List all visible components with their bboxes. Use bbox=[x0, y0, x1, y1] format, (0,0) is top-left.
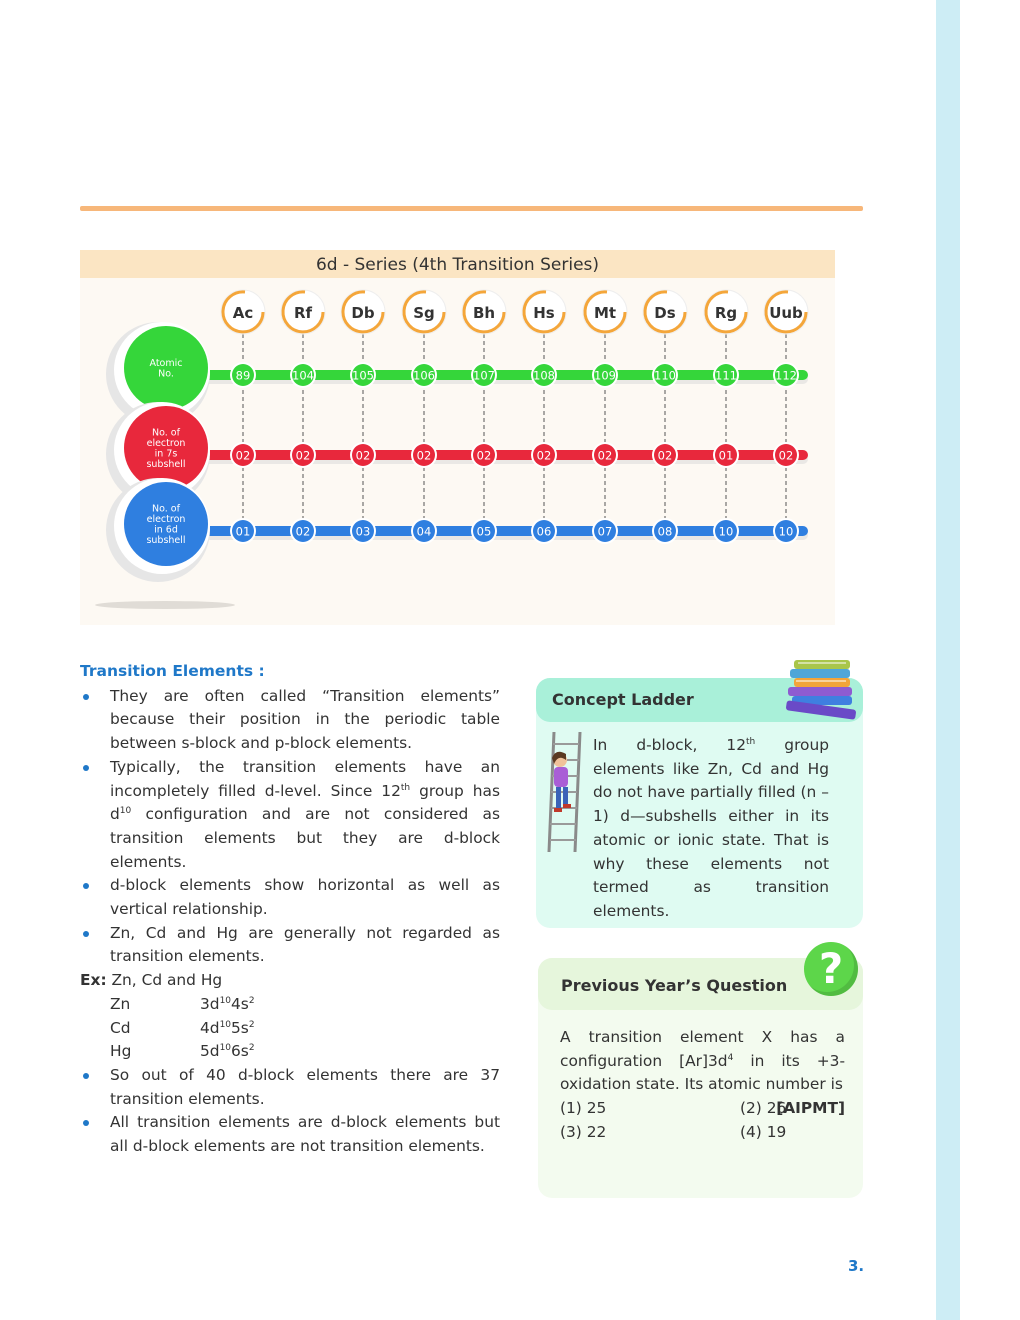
config-row bbox=[80, 1040, 500, 1064]
option: (3) 22 bbox=[560, 1122, 607, 1141]
bullet-item bbox=[80, 1064, 500, 1111]
value-label: 01 bbox=[718, 448, 734, 463]
value-label: 03 bbox=[355, 524, 371, 539]
bullet-text: Zn, Cd and Hg are generally not regarded as transition elements. bbox=[110, 923, 500, 966]
option: (4) 19 bbox=[740, 1122, 787, 1141]
config-row bbox=[80, 993, 500, 1017]
value-label: 04 bbox=[416, 524, 432, 539]
transition-elements-section bbox=[80, 660, 500, 1159]
config-row bbox=[80, 1017, 500, 1041]
option: (1) 25 bbox=[560, 1099, 607, 1118]
row-label-text: in 7s bbox=[154, 448, 178, 460]
example-label: Ex: bbox=[80, 971, 107, 990]
superscript: 10 bbox=[119, 806, 132, 817]
page-number: 3. bbox=[848, 1257, 865, 1275]
bullet-item bbox=[80, 685, 500, 756]
bullet-list bbox=[80, 1064, 500, 1159]
value-label: 105 bbox=[352, 368, 374, 383]
value-label: 107 bbox=[473, 368, 495, 383]
question-text: A transition element X has a configuration $[Ar]3d^4$ in its +3-oxidation state. Its atomic number is [AIPMT] bbox=[560, 1026, 845, 1097]
value-label: 02 bbox=[295, 524, 311, 539]
question-mark-icon: ? bbox=[804, 942, 858, 996]
bullet-text: Typically, the transition elements have an incompletely filled d-level. Since 12 bbox=[110, 757, 500, 800]
value-label: 10 bbox=[718, 524, 734, 539]
top-rule bbox=[80, 206, 863, 211]
side-strip bbox=[936, 0, 960, 1320]
pyq-title: Previous Year’s Question bbox=[561, 976, 788, 995]
row-label-text: electron bbox=[146, 437, 186, 449]
example-line bbox=[80, 969, 500, 993]
girl-on-ladder-icon bbox=[546, 730, 586, 854]
row-label-text: in 6d bbox=[154, 524, 178, 536]
bullet-item bbox=[80, 874, 500, 921]
superscript: th bbox=[400, 782, 411, 793]
config-element: Cd bbox=[110, 1018, 131, 1037]
element-symbol: Ac bbox=[232, 304, 254, 322]
series-title: 6d - Series (4th Transition Series) bbox=[80, 250, 835, 278]
bullet-item bbox=[80, 922, 500, 969]
series-diagram bbox=[80, 250, 835, 625]
row-label-text: subshell bbox=[146, 458, 186, 470]
value-label: 111 bbox=[715, 368, 737, 383]
element-symbol: Sg bbox=[413, 304, 435, 322]
bullet-text: So out of 40 d-block elements there are 37 transition elements. bbox=[110, 1065, 500, 1108]
bullet-item bbox=[80, 1111, 500, 1158]
series-figure bbox=[80, 250, 835, 625]
base-shadow bbox=[95, 601, 235, 609]
value-label: 02 bbox=[597, 448, 613, 463]
value-label: 07 bbox=[597, 524, 613, 539]
element-symbol: Db bbox=[351, 304, 375, 322]
element-symbol: Bh bbox=[472, 304, 496, 322]
bullet-text: group has d bbox=[110, 781, 501, 824]
bullet-text: They are often called “Transition elements” because their position in the periodic table between s-block and p-block elements. bbox=[110, 686, 500, 753]
value-label: 10 bbox=[778, 524, 794, 539]
config-element: Zn bbox=[110, 994, 131, 1013]
config-element: Hg bbox=[110, 1042, 132, 1061]
value-label: 108 bbox=[533, 368, 555, 383]
section-heading: Transition Elements : bbox=[80, 662, 265, 680]
concept-ladder-text: In d-block, 12th group elements like Zn, Cd and Hg do not have partially filled (n – 1) d—subshells either in its atomic or ionic state. That is why these elements not termed as transition elements. bbox=[593, 736, 829, 920]
option: (2) 26 bbox=[740, 1099, 787, 1118]
config-value: $3d^{10}4s^2$ bbox=[200, 994, 255, 1013]
bullet-text: configuration and are not considered as transition elements but they are d-block elements. bbox=[110, 805, 500, 871]
config-value: $5d^{10}6s^2$ bbox=[200, 1042, 255, 1061]
value-label: 106 bbox=[413, 368, 435, 383]
value-label: 104 bbox=[292, 368, 314, 383]
value-label: 89 bbox=[235, 368, 251, 383]
concept-ladder-title: Concept Ladder bbox=[552, 690, 694, 709]
bullet-list bbox=[80, 685, 500, 969]
books-icon bbox=[786, 656, 860, 722]
value-label: 02 bbox=[416, 448, 432, 463]
row-label-text: No. of bbox=[152, 503, 180, 515]
row-label-text: No. of bbox=[152, 427, 180, 439]
element-symbol: Rg bbox=[714, 304, 738, 322]
element-symbol: Hs bbox=[533, 304, 555, 322]
config-value: $4d^{10}5s^2$ bbox=[200, 1018, 255, 1037]
row-label-text: No. bbox=[158, 368, 174, 380]
row-label-text: electron bbox=[146, 513, 186, 525]
bullet-text: All transition elements are d-block elements but all d-block elements are not transition elements. bbox=[110, 1113, 500, 1156]
element-symbol: Uub bbox=[769, 304, 803, 322]
value-label: 02 bbox=[355, 448, 371, 463]
value-label: 110 bbox=[654, 368, 676, 383]
value-label: 112 bbox=[775, 368, 797, 383]
row-label-text: subshell bbox=[146, 534, 186, 546]
example-text: Zn, Cd and Hg bbox=[106, 971, 223, 990]
value-label: 02 bbox=[778, 448, 794, 463]
element-symbol: Ds bbox=[654, 304, 676, 322]
value-label: 109 bbox=[594, 368, 616, 383]
bullet-item bbox=[80, 756, 500, 875]
value-label: 02 bbox=[295, 448, 311, 463]
value-label: 02 bbox=[657, 448, 673, 463]
row-label-text: Atomic bbox=[149, 357, 183, 369]
value-label: 02 bbox=[476, 448, 492, 463]
pyq-question bbox=[560, 1026, 845, 1145]
value-label: 02 bbox=[235, 448, 251, 463]
value-label: 01 bbox=[235, 524, 251, 539]
element-symbol: Rf bbox=[293, 304, 313, 322]
question-source: [AIPMT] bbox=[776, 1099, 845, 1118]
value-label: 06 bbox=[536, 524, 552, 539]
value-label: 08 bbox=[657, 524, 673, 539]
answer-options bbox=[560, 1097, 787, 1144]
value-label: 02 bbox=[536, 448, 552, 463]
bullet-text: d-block elements show horizontal as well as vertical relationship. bbox=[110, 876, 500, 919]
value-label: 05 bbox=[476, 524, 492, 539]
element-symbol: Mt bbox=[593, 304, 617, 322]
